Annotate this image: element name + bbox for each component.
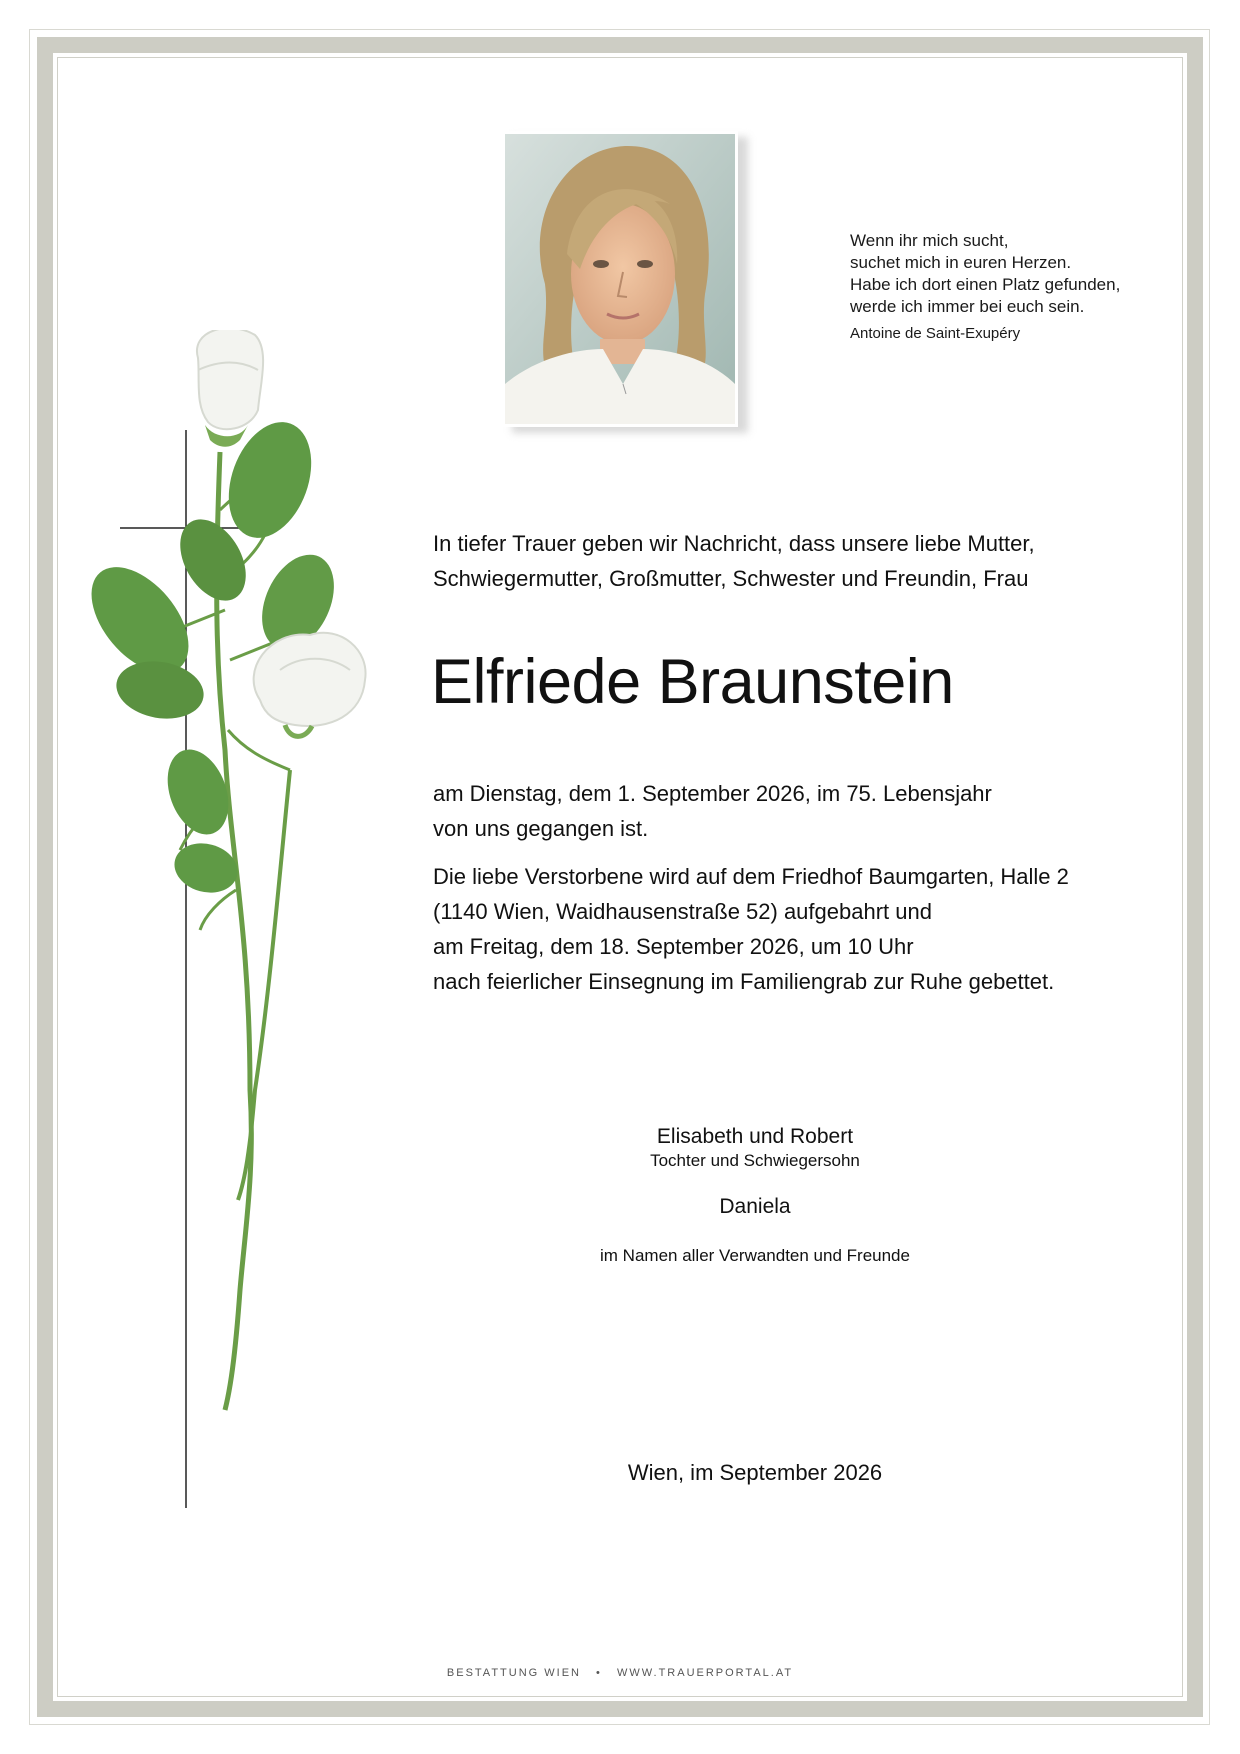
footer bbox=[0, 1667, 1240, 1679]
intro-line: In tiefer Trauer geben wir Nachricht, dass unsere liebe Mutter, bbox=[433, 531, 1035, 556]
details-line: am Freitag, dem 18. September 2026, um 10 Uhr bbox=[433, 934, 914, 959]
quote-line: Habe ich dort einen Platz gefunden, bbox=[850, 275, 1121, 294]
mourner-name: Daniela bbox=[719, 1195, 791, 1218]
announcement-intro bbox=[433, 526, 1133, 596]
quote-line: Wenn ihr mich sucht, bbox=[850, 231, 1009, 250]
portrait-photo bbox=[502, 131, 738, 427]
white-rose-illustration bbox=[80, 330, 380, 1510]
footer-website-link[interactable]: WWW.TRAUERPORTAL.AT bbox=[616, 1667, 794, 1679]
mourner-name: Elisabeth und Robert bbox=[656, 1125, 854, 1148]
footer-company: BESTATTUNG WIEN bbox=[446, 1667, 581, 1679]
quote-line: werde ich immer bei euch sein. bbox=[850, 297, 1085, 316]
quote-author: Antoine de Saint-Exupéry bbox=[850, 325, 1021, 342]
intro-line: Schwiegermutter, Großmutter, Schwester und Freundin, Frau bbox=[433, 566, 1029, 591]
passing-line: von uns gegangen ist. bbox=[433, 816, 649, 841]
mourners-block bbox=[500, 1124, 1010, 1266]
passing-line: am Dienstag, dem 1. September 2026, im 75. Lebensjahr bbox=[433, 781, 992, 806]
details-line: (1140 Wien, Waidhausenstraße 52) aufgebahrt und bbox=[433, 899, 932, 924]
funeral-details bbox=[433, 859, 1133, 999]
details-line: Die liebe Verstorbene wird auf dem Friedhof Baumgarten, Halle 2 bbox=[433, 864, 1069, 889]
quote-line: suchet mich in euren Herzen. bbox=[850, 253, 1072, 272]
memorial-quote bbox=[850, 230, 1170, 345]
details-line: nach feierlicher Einsegnung im Familiengrab zur Ruhe gebettet. bbox=[433, 969, 1055, 994]
passing-info bbox=[433, 776, 1133, 846]
place-and-date: Wien, im September 2026 bbox=[627, 1460, 883, 1485]
mourner-relation: Tochter und Schwiegersohn bbox=[650, 1151, 860, 1170]
footer-separator: • bbox=[596, 1667, 602, 1679]
on-behalf-note: im Namen aller Verwandten und Freunde bbox=[600, 1246, 910, 1265]
deceased-name: Elfriede Braunstein bbox=[431, 647, 954, 717]
